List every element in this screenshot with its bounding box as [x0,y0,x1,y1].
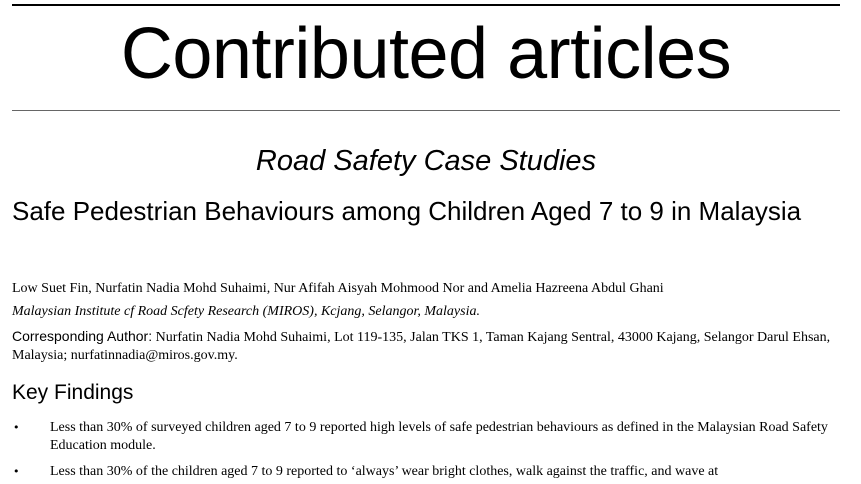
key-finding-text: Less than 30% of surveyed children aged 7 to 9 reported high levels of safe pedestrian behaviours as defined in the Malaysian Road Safety Education module. [50,420,828,453]
top-rule [12,4,840,6]
key-finding-item [0,419,861,455]
key-finding-text: Less than 30% of the children aged 7 to 9 reported to ‘always’ wear bright clothes, walk against the traffic, and wave at [50,464,719,479]
corresponding-author-details: Nurfatin Nadia Mohd Suhaimi, Lot 119-135, Jalan TKS 1, Taman Kajang Sentral, 43000 Kajang, Selangor Darul Ehsan, Malaysia; nurfatinnadia@miros.gov.my. [12,330,831,363]
author-list: Low Suet Fin, Nurfatin Nadia Mohd Suhaimi, Nur Afifah Aisyah Mohmood Nor and Amelia Hazreena Abdul Ghani [12,281,664,296]
section-divider [12,110,840,111]
corresponding-author [12,327,832,365]
bullet-icon: • [13,421,20,434]
key-findings-list [0,419,861,484]
section-title: Contributed articles [120,14,732,94]
author-affiliation: Malaysian Institute cf Road Scfety Research (MIROS), Kcjang, Selangor, Malaysia. [12,304,480,319]
article-title: Safe Pedestrian Behaviours among Children Aged 7 to 9 in Malaysia [12,196,802,226]
key-findings-heading: Key Findings [12,381,134,404]
series-title: Road Safety Case Studies [255,145,597,177]
corresponding-author-label: Corresponding Author: [12,328,153,344]
bullet-icon: • [13,465,20,478]
key-finding-item [0,463,861,481]
